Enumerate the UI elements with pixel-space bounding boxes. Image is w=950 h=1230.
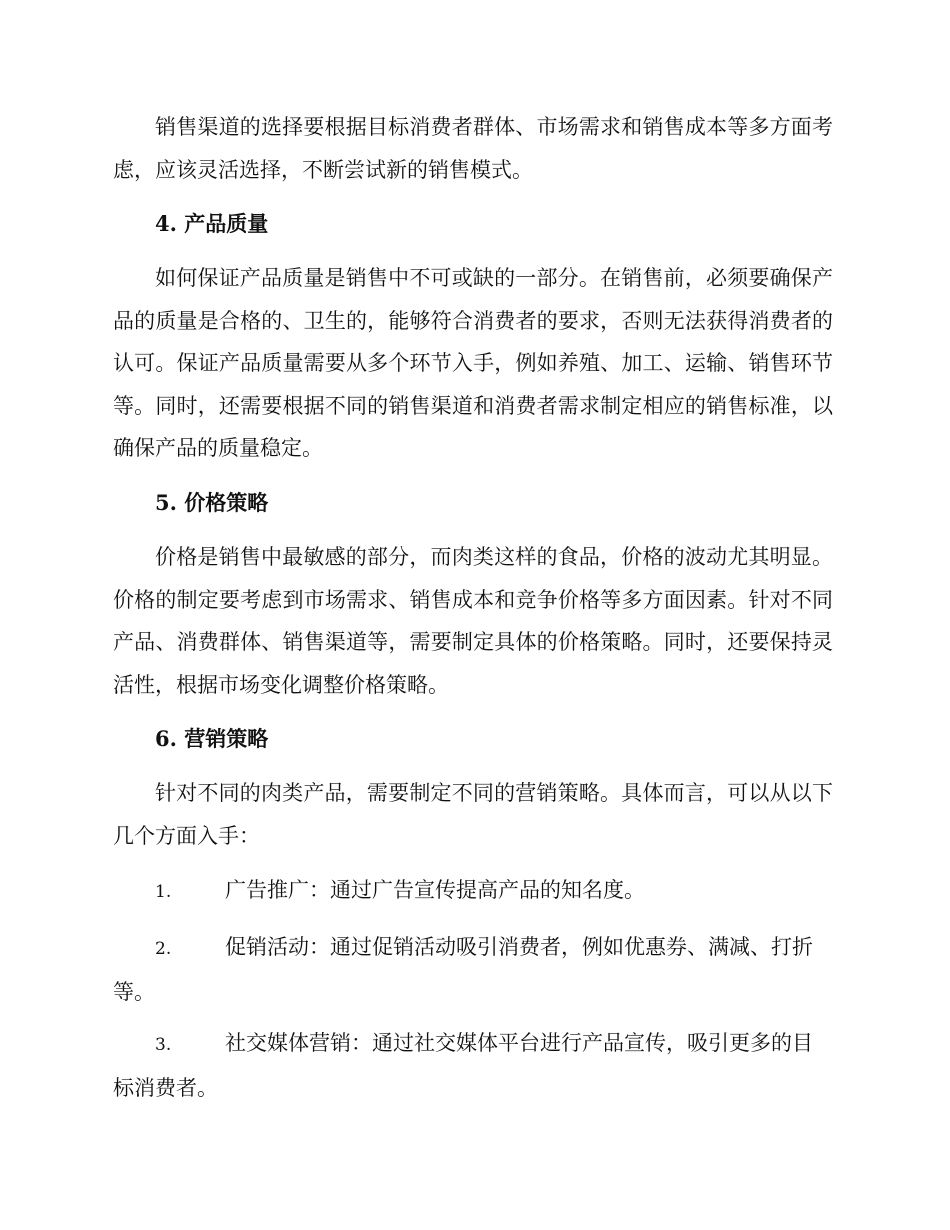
paragraph-sales-channel: 销售渠道的选择要根据目标消费者群体、市场需求和销售成本等多方面考虑，应该灵活选择，不断尝试新的销售模式。 [113, 115, 833, 182]
list-item-number: 3. [155, 1035, 172, 1055]
list-item [113, 926, 833, 1013]
heading-marketing-strategy: 6. 营销策略 [155, 726, 269, 751]
heading-product-quality: 4. 产品质量 [155, 211, 269, 236]
list-item-text: 社交媒体营销：通过社交媒体平台进行产品宣传，吸引更多的目标消费者。 [113, 1031, 813, 1100]
list-item-text: 促销活动：通过促销活动吸引消费者，例如优惠券、满减、打折等。 [113, 935, 813, 1004]
paragraph-product-quality: 如何保证产品质量是销售中不可或缺的一部分。在销售前，必须要确保产品的质量是合格的、卫生的，能够符合消费者的要求，否则无法获得消费者的认可。保证产品质量需要从多个环节入手，例如养殖、加工、运输、销售环节等。同时，还需要根据不同的销售渠道和消费者需求制定相应的销售标准，以确保产品的质量稳定。 [113, 266, 833, 460]
list-item-text: 广告推广：通过广告宣传提高产品的知名度。 [225, 878, 645, 902]
paragraph-price-strategy: 价格是销售中最敏感的部分，而肉类这样的食品，价格的波动尤其明显。价格的制定要考虑到市场需求、销售成本和竞争价格等多方面因素。针对不同产品、消费群体、销售渠道等，需要制定具体的价格策略。同时，还要保持灵活性，根据市场变化调整价格策略。 [113, 545, 833, 697]
list-item [113, 869, 833, 914]
list-item [113, 1022, 833, 1109]
paragraph-marketing-strategy: 针对不同的肉类产品，需要制定不同的营销策略。具体而言，可以从以下几个方面入手： [113, 781, 833, 848]
list-item-number: 2. [155, 939, 172, 959]
list-item-number: 1. [155, 882, 172, 902]
heading-price-strategy: 5. 价格策略 [155, 490, 269, 515]
